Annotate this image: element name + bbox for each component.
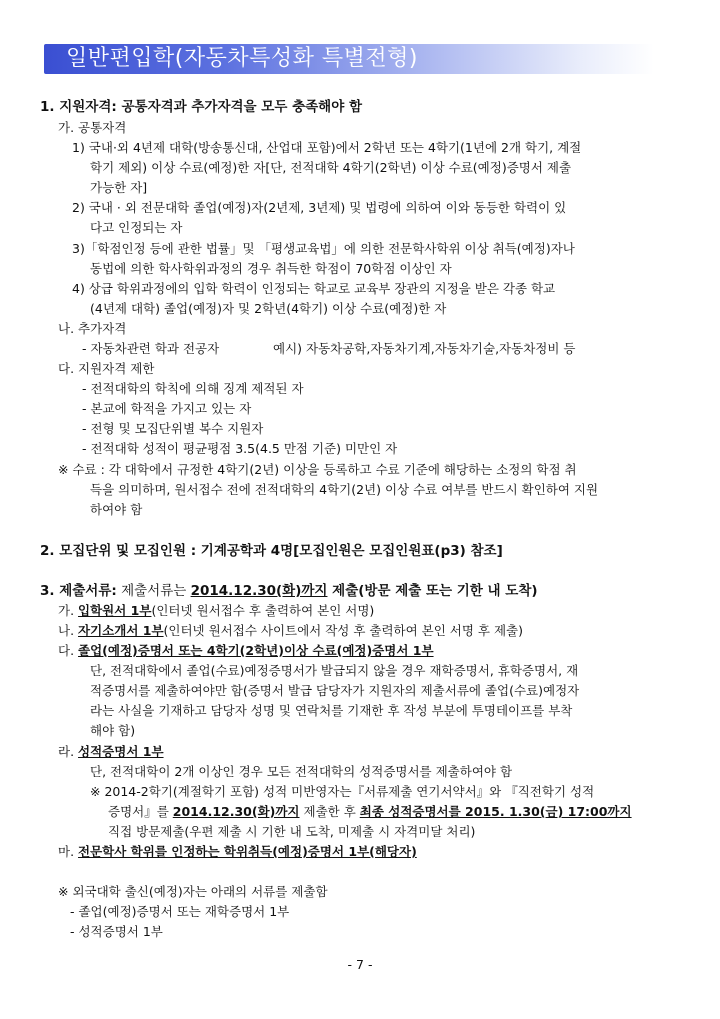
additional-qualification-example: 예시) 자동차공학,자동차기계,자동차기술,자동차정비 등 <box>273 341 576 356</box>
doc-d-note3-a: 증명서』를 <box>108 804 173 819</box>
qualification-item-3-line2: 동법에 의한 학사학위과정의 경우 취득한 학점이 70학점 이상인 자 <box>90 261 452 276</box>
doc-d-prefix: 라. <box>58 744 79 759</box>
doc-d-title: 성적증명서 1부 <box>78 744 164 759</box>
restriction-item-3: - 전형 및 모집단위별 복수 지원자 <box>82 421 264 436</box>
doc-graduation-certificate <box>58 643 434 659</box>
qualification-item-3-line1: 3)「학점인정 등에 관한 법률」및 「평생교육법」에 의한 전문학사학위 이상 취득(예정)자나 <box>72 241 575 256</box>
doc-self-introduction <box>58 623 523 639</box>
qualification-item-2-line2: 다고 인정되는 자 <box>90 220 183 235</box>
doc-d-note-line4: 직접 방문제출(우편 제출 시 기한 내 도착, 미제출 시 자격미달 처리) <box>108 824 476 839</box>
foreign-item-2: - 성적증명서 1부 <box>70 924 163 939</box>
qualification-item-1-line3: 가능한 자] <box>90 180 148 195</box>
doc-e-title: 전문학사 학위를 인정하는 학위취득(예정)증명서 1부(해당자) <box>78 844 417 859</box>
completion-note-line3: 하여야 함 <box>90 502 143 517</box>
foreign-item-1: - 졸업(예정)증명서 또는 재학증명서 1부 <box>70 904 290 919</box>
foreign-note: ※ 외국대학 출신(예정)자는 아래의 서류를 제출함 <box>58 884 328 899</box>
qualification-item-4-line2: (4년제 대학) 졸업(예정)자 및 2학년(4학기) 이상 수료(예정)한 자 <box>90 301 447 316</box>
doc-application-form <box>58 603 374 619</box>
doc-d-note3-deadline: 2014.12.30(화)까지 <box>172 804 300 819</box>
doc-b-title: 자기소개서 1부 <box>78 623 164 638</box>
section3-deadline: 2014.12.30(화)까지 <box>190 583 328 599</box>
doc-d-note-line2: ※ 2014-2학기(계절학기 포함) 성적 미반영자는『서류제출 연기서약서』와 『직전학기 성적 <box>90 784 595 799</box>
section3-heading-mid: 제출서류는 <box>116 583 191 599</box>
doc-b-prefix: 나. <box>58 623 79 638</box>
completion-note-line1: ※ 수료 : 각 대학에서 규정한 4학기(2년) 이상을 등록하고 수료 기준에 해당하는 소정의 학점 취 <box>58 462 577 477</box>
common-qualification-label: 가. 공통자격 <box>58 120 127 135</box>
doc-degree-certificate <box>58 844 417 860</box>
section3-heading-suffix: 제출(방문 제출 또는 기한 내 도착) <box>327 583 538 599</box>
restriction-item-2: - 본교에 학적을 가지고 있는 자 <box>82 401 252 416</box>
section-banner <box>44 44 654 74</box>
banner-title: 일반편입학(자동차특성화 특별전형) <box>66 46 418 71</box>
doc-transcript <box>58 744 164 760</box>
qualification-item-1-line2: 학기 제외) 이상 수료(예정)한 자[단, 전적대학 4학기(2학년) 이상 수료(예정)증명서 제출 <box>90 160 572 175</box>
page-number: - 7 - <box>347 957 373 972</box>
qualification-item-2-line1: 2) 국내 · 외 전문대학 졸업(예정)자(2년제, 3년제) 및 법령에 의하여 이와 동등한 학력이 있 <box>72 200 567 215</box>
doc-a-desc: (인터넷 원서접수 후 출력하여 본인 서명) <box>151 603 375 618</box>
doc-e-prefix: 마. <box>58 844 79 859</box>
doc-c-prefix: 다. <box>58 643 79 658</box>
qualification-item-4-line1: 4) 상급 학위과정에의 입학 학력이 인정되는 학교로 교육부 장관의 지정을 받은 각종 학교 <box>72 281 556 296</box>
section2-heading: 2. 모집단위 및 모집인원 : 기계공학과 4명[모집인원은 모집인원표(p3) 참조] <box>40 543 503 559</box>
restriction-label: 다. 지원자격 제한 <box>58 361 155 376</box>
doc-c-note-line4: 해야 함) <box>90 723 136 738</box>
doc-c-title: 졸업(예정)증명서 또는 4학기(2학년)이상 수료(예정)증명서 1부 <box>78 643 434 658</box>
doc-c-note-line2: 적증명서를 제출하여야만 함(증명서 발급 담당자가 지원자의 제출서류에 졸업(수료)예정자 <box>90 683 580 698</box>
section1-heading: 1. 지원자격: 공통자격과 추가자격을 모두 충족해야 함 <box>40 99 362 115</box>
qualification-item-1-line1: 1) 국내·외 4년제 대학(방송통신대, 산업대 포함)에서 2학년 또는 4학기(1년에 2개 학기, 계절 <box>72 140 582 155</box>
doc-c-note-line1: 단, 전적대학에서 졸업(수료)예정증명서가 발급되지 않을 경우 재학증명서, 휴학증명서, 재 <box>90 663 579 678</box>
section3-heading-prefix: 3. 제출서류: <box>40 583 117 599</box>
doc-d-note3-b: 제출한 후 <box>299 804 360 819</box>
completion-note-line2: 득을 의미하며, 원서접수 전에 전적대학의 4학기(2년) 이상 수료 여부를 반드시 확인하여 지원 <box>90 482 599 497</box>
doc-d-note-line3 <box>108 804 632 820</box>
doc-d-note-line1: 단, 전적대학이 2개 이상인 경우 모든 전적대학의 성적증명서를 제출하여야 함 <box>90 764 513 779</box>
doc-b-desc: (인터넷 원서접수 사이트에서 작성 후 출력하여 본인 서명 후 제출) <box>163 623 523 638</box>
doc-c-note-line3: 라는 사실을 기재하고 담당자 성명 및 연락처를 기재한 후 작성 부분에 투명테이프를 부착 <box>90 703 573 718</box>
doc-a-title: 입학원서 1부 <box>78 603 152 618</box>
restriction-item-4: - 전적대학 성적이 평균평점 3.5(4.5 만점 기준) 미만인 자 <box>82 441 398 456</box>
doc-d-note3-final: 최종 성적증명서를 2015. 1.30(금) 17:00까지 <box>359 804 632 819</box>
additional-qualification-label: 나. 추가자격 <box>58 321 127 336</box>
section3-heading <box>40 583 538 599</box>
restriction-item-1: - 전적대학의 학칙에 의해 징계 제적된 자 <box>82 381 304 396</box>
doc-a-prefix: 가. <box>58 603 79 618</box>
additional-qualification-item: - 자동차관련 학과 전공자 <box>82 341 220 356</box>
